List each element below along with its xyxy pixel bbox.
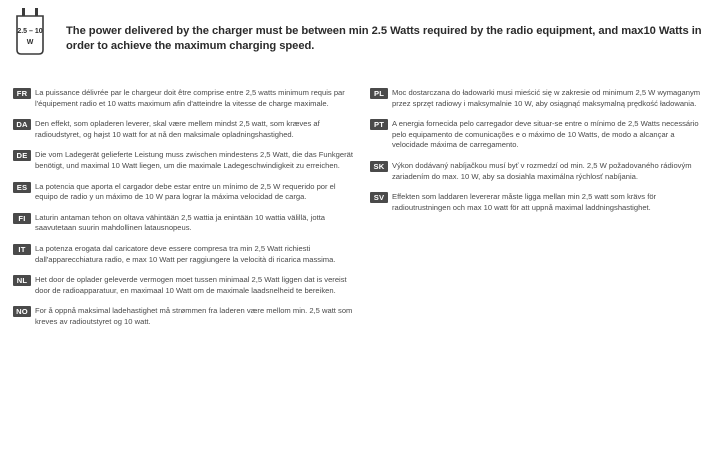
charger-icon <box>10 6 54 56</box>
charger-icon-unit: W <box>26 39 34 46</box>
entry-fr <box>13 88 353 109</box>
header <box>8 6 706 56</box>
language-badge-no: NO <box>13 306 31 317</box>
entry-text-sv: Effekten som laddaren levererar måste ligga mellan min 2,5 watt som krävs för radioutrustningen och max 10 watt för att uppnå maximal laddningshastighet. <box>392 192 657 212</box>
language-badge-sv: SV <box>370 192 388 203</box>
entry-sk <box>370 161 703 182</box>
right-column <box>370 88 703 213</box>
entry-no <box>13 306 353 327</box>
language-badge-fi: FI <box>13 213 31 224</box>
entry-text-da: Den effekt, som opladeren leverer, skal være mellem mindst 2,5 watt, som kræves af radioudstyret, og højst 10 watt for at nå den maksimale opladningshastighed. <box>35 119 320 139</box>
language-badge-fr: FR <box>13 88 31 99</box>
entry-text-fi: Laturin antaman tehon on oltava vähintään 2,5 wattia ja enintään 10 wattia välillä, jotta saavutetaan suurin mahdollinen latausnopeus. <box>35 212 326 233</box>
entry-text-no: For å oppnå maksimal ladehastighet må strømmen fra laderen være mellom min. 2,5 watt som kreves av radioutstyret og 10 watt. <box>35 306 353 326</box>
entry-text-pt: A energia fornecida pelo carregador deve situar-se entre o mínimo de 2,5 Watts necessário pelo equipamento de comunicações e o máximo de 10 Watts, de modo a alcançar a velocidade máxima de carregamento. <box>392 119 699 150</box>
entry-text-nl: Het door de oplader geleverde vermogen moet tussen minimaal 2,5 Watt liggen dat is vereist door de radioapparatuur, en maximaal 10 Watt om de maximale laadsnelheid te bereiken. <box>35 275 347 295</box>
entry-pt <box>370 119 703 151</box>
language-badge-it: IT <box>13 244 31 255</box>
entry-nl <box>13 275 353 296</box>
language-badge-es: ES <box>13 182 31 193</box>
entry-text-sk: Výkon dodávaný nabíjačkou musí byť v rozmedzí od min. 2,5 W požadovaného rádiovým zariadením do max. 10 W, aby sa dosiahla maximálna rýchlosť nabíjania. <box>392 160 692 181</box>
language-badge-da: DA <box>13 119 31 130</box>
entry-text-fr: La puissance délivrée par le chargeur doit être comprise entre 2,5 watts minimum requis par l'équipement radio et 10 watts maximum afin d'atteindre la vitesse de charge maximale. <box>35 88 345 108</box>
entry-fi <box>13 213 353 234</box>
entry-da <box>13 119 353 140</box>
entry-de <box>13 150 353 171</box>
entry-pl <box>370 88 703 109</box>
left-column <box>13 88 353 328</box>
language-badge-sk: SK <box>370 161 388 172</box>
language-badge-de: DE <box>13 150 31 161</box>
language-badge-pt: PT <box>370 119 388 130</box>
charger-icon-range: 2.5 – 10 <box>17 28 43 35</box>
header-statement: The power delivered by the charger must be between min 2.5 Watts required by the radio equipment, and max10 Watts in order to achieve the maximum charging speed. <box>66 25 702 52</box>
entry-text-pl: Moc dostarczana do ładowarki musi mieścić się w zakresie od minimum 2,5 W wymaganym przez sprzęt radiowy i maksymalnie 10 W, aby osiągnąć maksymalną prędkość ładowania. <box>392 88 701 108</box>
entry-es <box>13 182 353 203</box>
language-badge-pl: PL <box>370 88 388 99</box>
entry-text-es: La potencia que aporta el cargador debe estar entre un mínimo de 2,5 W requerido por el equipo de radio y un máximo de 10 W para lograr la máxima velocidad de carga. <box>35 181 336 202</box>
language-badge-nl: NL <box>13 275 31 286</box>
entry-text-de: Die vom Ladegerät gelieferte Leistung muss zwischen mindestens 2,5 Watt, die das Funkgerät benötigt, und maximal 10 Watt liegen, um die maximale Ladegeschwindigkeit zu erreichen. <box>35 150 353 170</box>
entry-it <box>13 244 353 265</box>
entry-sv <box>370 192 703 213</box>
entry-text-it: La potenza erogata dal caricatore deve essere compresa tra min 2,5 Watt richiesti dall'apparecchiatura radio, e max 10 Watt per raggiungere la velocità di ricarica massima. <box>35 243 336 264</box>
